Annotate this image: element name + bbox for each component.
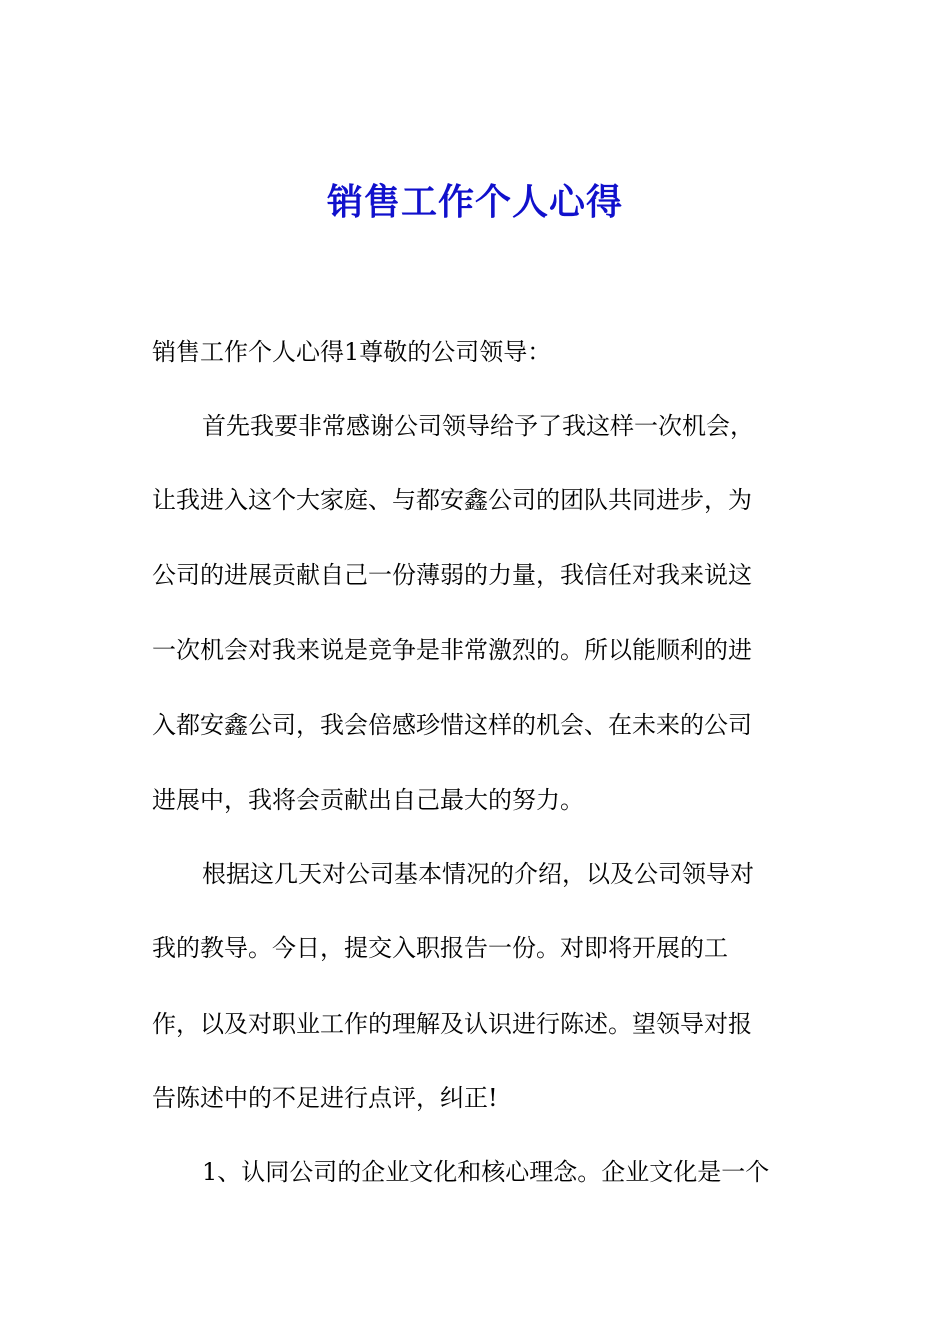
paragraph-line: 根据这几天对公司基本情况的介绍，以及公司领导对 xyxy=(202,860,754,888)
paragraph-line: 作，以及对职业工作的理解及认识进行陈述。望领导对报 xyxy=(152,1010,752,1038)
paragraph-line: 进展中，我将会贡献出自己最大的努力。 xyxy=(152,786,584,814)
paragraph-line: 让我进入这个大家庭、与都安鑫公司的团队共同进步，为 xyxy=(152,486,752,514)
paragraph-line: 销售工作个人心得1尊敬的公司领导： xyxy=(152,338,552,366)
paragraph-line: 一次机会对我来说是竞争是非常激烈的。所以能顺利的进 xyxy=(152,636,752,664)
paragraph-line: 入都安鑫公司，我会倍感珍惜这样的机会、在未来的公司 xyxy=(152,711,752,739)
paragraph-line: 我的教导。今日，提交入职报告一份。对即将开展的工 xyxy=(152,934,728,962)
paragraph-line: 告陈述中的不足进行点评，纠正! xyxy=(152,1084,498,1112)
paragraph-line: 首先我要非常感谢公司领导给予了我这样一次机会， xyxy=(202,412,754,440)
paragraph-line: 公司的进展贡献自己一份薄弱的力量，我信任对我来说这 xyxy=(152,561,752,589)
document-title: 销售工作个人心得 xyxy=(326,181,623,223)
paragraph-line: 1、认同公司的企业文化和核心理念。企业文化是一个 xyxy=(202,1158,770,1186)
